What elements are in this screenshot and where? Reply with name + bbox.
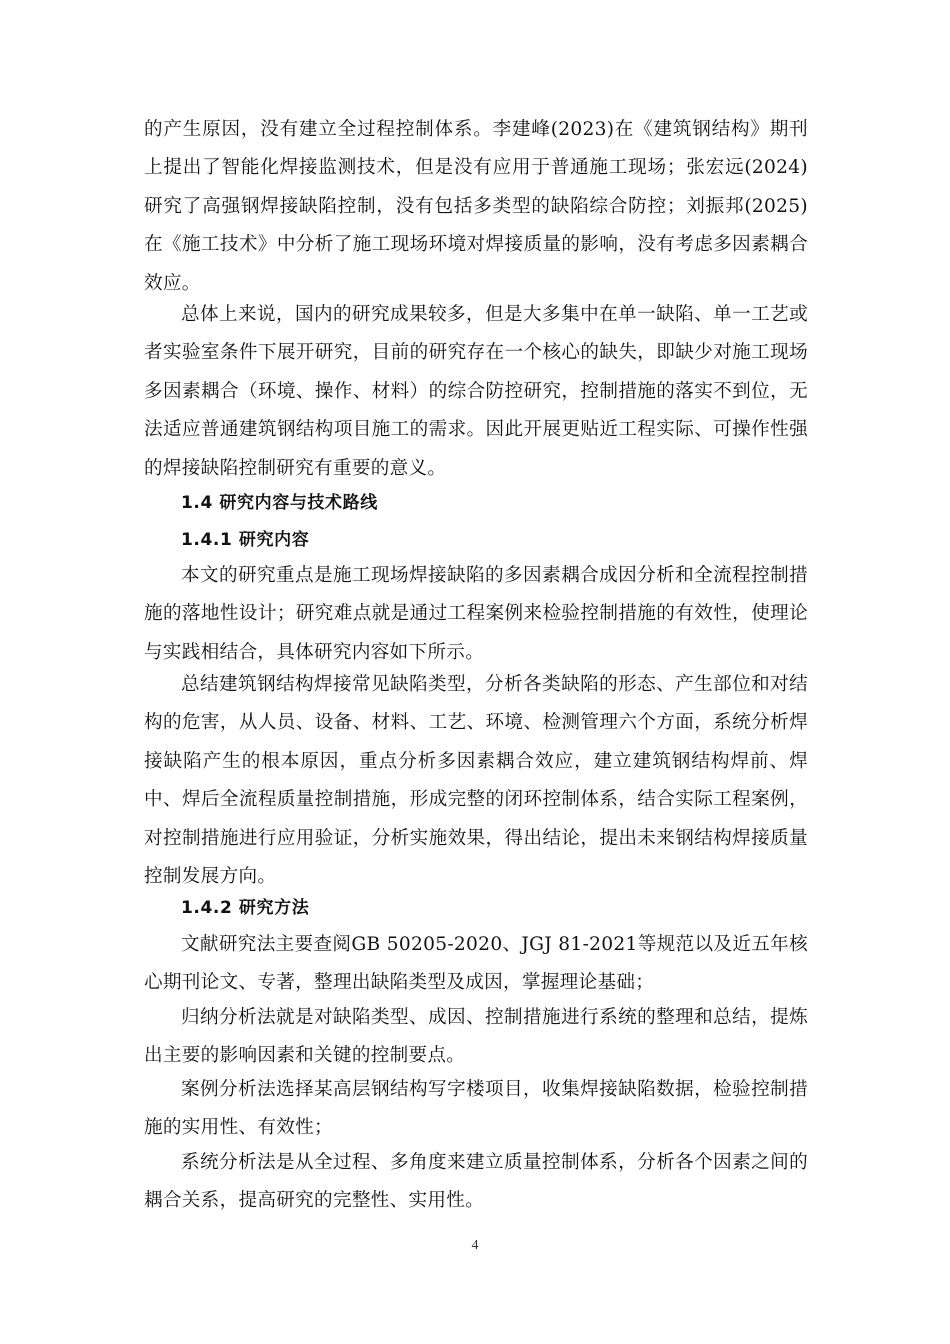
paragraph-continuation: 的产生原因，没有建立全过程控制体系。李建峰(2023)在《建筑钢结构》期刊上提出了智能化焊接监测技术，但是没有应用于普通施工现场；张宏远(2024)研究了高强钢焊接缺陷控制，没有包括多类型的缺陷综合防控；刘振邦(2025)在《施工技术》中分析了施工现场环境对焊接质量的影响，没有考虑多因素耦合效应。 bbox=[144, 119, 808, 294]
paragraph-summary: 总体上来说，国内的研究成果较多，但是大多集中在单一缺陷、单一工艺或者实验室条件下展开研究，目前的研究存在一个核心的缺失，即缺少对施工现场多因素耦合（环境、操作、材料）的综合防控研究，控制措施的落实不到位，无法适应普通建筑钢结构项目施工的需求。因此开展更贴近工程实际、可操作性强的焊接缺陷控制研究有重要的意义。 bbox=[144, 304, 808, 479]
paragraph-literature-method: 文献研究法主要查阅GB 50205-2020、JGJ 81-2021等规范以及近五年核心期刊论文、专著，整理出缺陷类型及成因，掌握理论基础； bbox=[144, 934, 808, 994]
paragraph-case-method: 案例分析法选择某高层钢结构写字楼项目，收集焊接缺陷数据，检验控制措施的实用性、有效性； bbox=[144, 1079, 808, 1139]
section-heading-1-4: 1.4 研究内容与技术路线 bbox=[181, 493, 378, 513]
paragraph-induction-method: 归纳分析法就是对缺陷类型、成因、控制措施进行系统的整理和总结，提炼出主要的影响因素和关键的控制要点。 bbox=[144, 1007, 808, 1067]
paragraph-systems-method: 系统分析法是从全过程、多角度来建立质量控制体系，分析各个因素之间的耦合关系，提高研究的完整性、实用性。 bbox=[144, 1152, 808, 1212]
section-heading-1-4-2: 1.4.2 研究方法 bbox=[181, 898, 310, 918]
section-heading-1-4-1: 1.4.1 研究内容 bbox=[181, 530, 310, 550]
paragraph-research-focus: 本文的研究重点是施工现场焊接缺陷的多因素耦合成因分析和全流程控制措施的落地性设计；研究难点就是通过工程案例来检验控制措施的有效性，使理论与实践相结合，具体研究内容如下所示。 bbox=[144, 565, 808, 663]
page-number: 4 bbox=[471, 1238, 479, 1253]
paragraph-research-content: 总结建筑钢结构焊接常见缺陷类型，分析各类缺陷的形态、产生部位和对结构的危害，从人员、设备、材料、工艺、环境、检测管理六个方面，系统分析焊接缺陷产生的根本原因，重点分析多因素耦合效应，建立建筑钢结构焊前、焊中、焊后全流程质量控制措施，形成完整的闭环控制体系，结合实际工程案例，对控制措施进行应用验证，分析实施效果，得出结论，提出未来钢结构焊接质量控制发展方向。 bbox=[144, 674, 808, 888]
